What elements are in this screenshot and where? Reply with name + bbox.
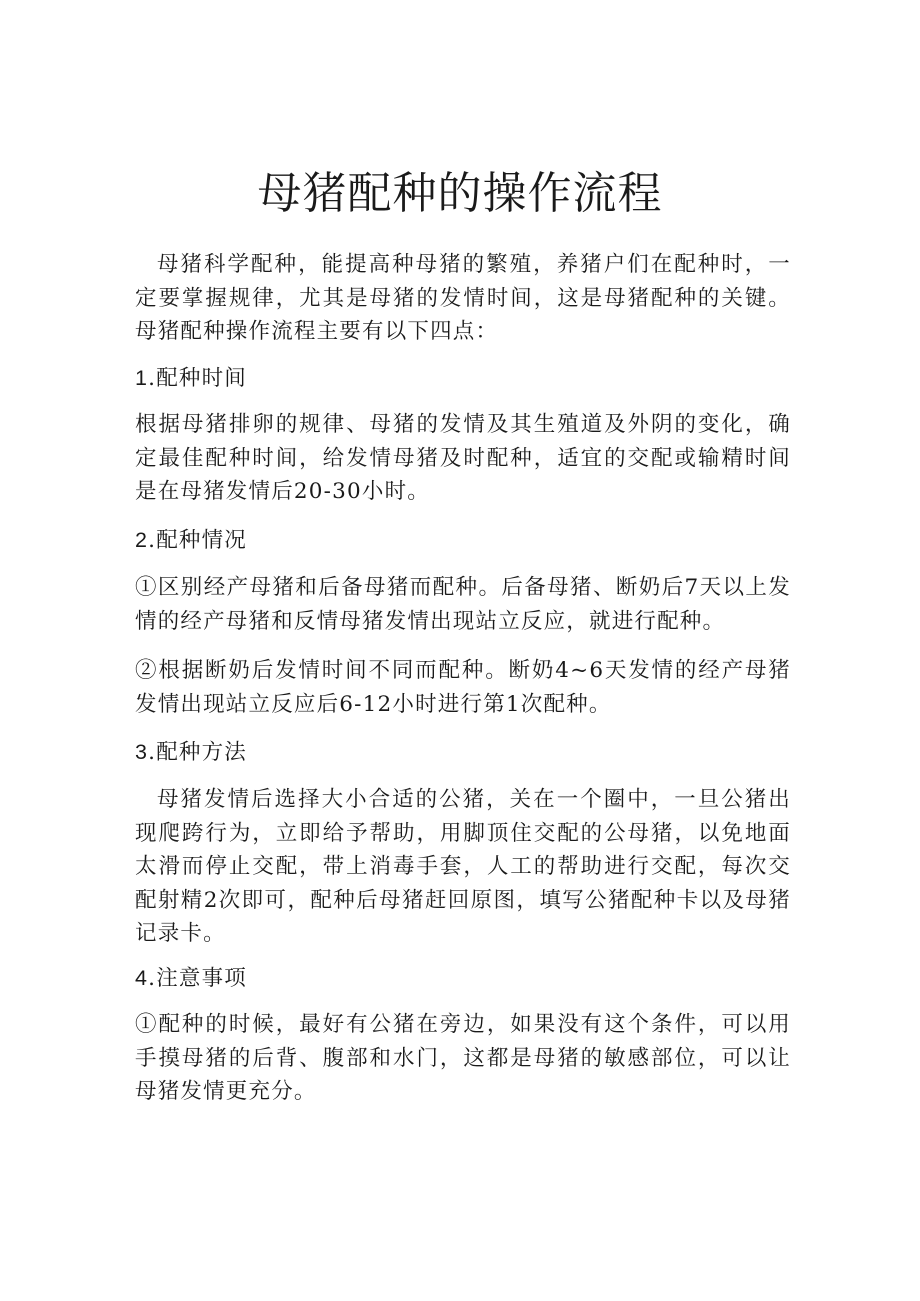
section-paragraph: 根据母猪排卵的规律、母猪的发情及其生殖道及外阴的变化，确定最佳配种时间，给发情母猪及时配种，适宜的交配或输精时间是在母猪发情后20-30小时。 [135, 412, 791, 504]
section-paragraph: ①区别经产母猪和后备母猪而配种。后备母猪、断奶后7天以上发情的经产母猪和反情母猪发情出现站立反应，就进行配种。 [135, 575, 791, 634]
section-paragraph: ①配种的时候，最好有公猪在旁边，如果没有这个条件，可以用手摸母猪的后背、腹部和水门，这都是母猪的敏感部位，可以让母猪发情更充分。 [135, 1012, 791, 1104]
section-title: .配种时间 [148, 366, 248, 391]
section-number: 1 [135, 366, 149, 390]
section-title: .配种情况 [148, 528, 248, 553]
section-number: 4 [135, 966, 149, 990]
section-title: .注意事项 [148, 966, 248, 991]
section-paragraph: ②根据断奶后发情时间不同而配种。断奶4~6天发情的经产母猪发情出现站立反应后6-12小时进行第1次配种。 [135, 658, 791, 717]
section-heading-situation [135, 524, 791, 557]
section-heading-notes [135, 962, 791, 995]
section-paragraph: 母猪发情后选择大小合适的公猪，关在一个圈中，一旦公猪出现爬跨行为，立即给予帮助，用脚顶住交配的公母猪，以免地面太滑而停止交配，带上消毒手套，人工的帮助进行交配，每次交配射精2次即可，配种后母猪赶回原图，填写公猪配种卡以及母猪记录卡。 [135, 787, 791, 946]
section-heading-timing [135, 362, 791, 395]
section-number: 2 [135, 528, 149, 552]
section-title: .配种方法 [148, 740, 248, 765]
section-heading-method [135, 736, 791, 769]
section-number: 3 [135, 740, 149, 764]
page-title: 母猪配种的操作流程 [257, 168, 663, 219]
intro-paragraph: 母猪科学配种，能提高种母猪的繁殖，养猪户们在配种时，一定要掌握规律，尤其是母猪的发情时间，这是母猪配种的关键。母猪配种操作流程主要有以下四点： [135, 252, 791, 344]
